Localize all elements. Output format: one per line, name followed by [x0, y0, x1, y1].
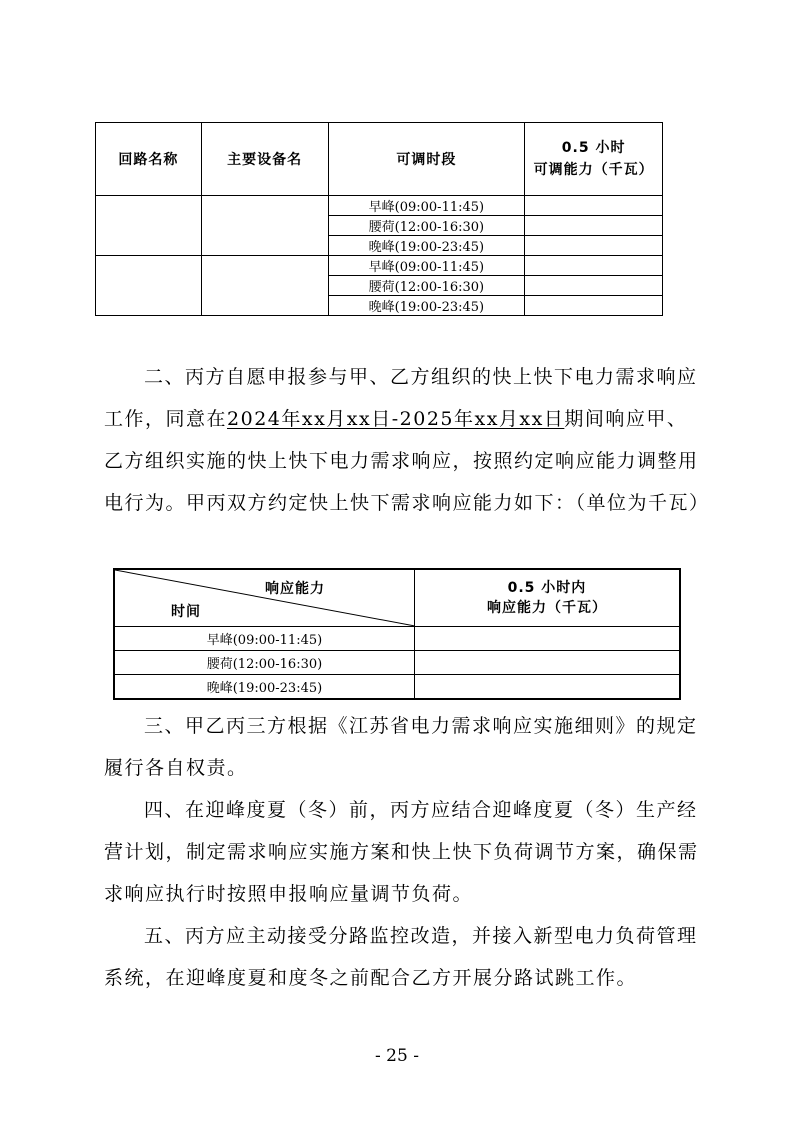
header-capacity-line2: 可调能力（千瓦） — [533, 162, 654, 178]
clause-two-text-start: 二、丙方自愿申报参与甲、乙方组织的快上快下电力需求响应工作，同意在 — [104, 366, 698, 430]
clause-two-paragraph — [104, 356, 710, 524]
header-capacity-line1: 0.5 小时内 — [507, 580, 587, 596]
clause-three-paragraph: 三、甲乙丙三方根据《江苏省电力需求响应实施细则》的规定履行各自权责。 — [104, 715, 698, 779]
response-capacity-cell[interactable] — [414, 651, 680, 675]
diagonal-header-cell — [114, 569, 414, 627]
circuit-name-cell[interactable] — [96, 256, 202, 316]
period-cell: 早峰(09:00-11:45) — [328, 256, 525, 276]
header-capacity-line2: 响应能力（千瓦） — [486, 600, 607, 616]
response-capacity-table — [113, 568, 681, 700]
header-capacity-line1: 0.5 小时 — [561, 140, 626, 156]
response-capacity-cell[interactable] — [414, 675, 680, 699]
table-header-row — [96, 123, 663, 196]
header-circuit-name: 回路名称 — [96, 123, 202, 196]
time-cell: 腰荷(12:00-16:30) — [114, 651, 414, 675]
response-capacity-cell[interactable] — [414, 627, 680, 651]
circuit-capacity-table — [95, 122, 663, 316]
period-cell: 腰荷(12:00-16:30) — [328, 276, 525, 296]
table-row — [114, 651, 680, 675]
capacity-cell[interactable] — [525, 236, 663, 256]
capacity-cell[interactable] — [525, 296, 663, 316]
circuit-name-cell[interactable] — [96, 196, 202, 256]
capacity-cell[interactable] — [525, 216, 663, 236]
table-row — [96, 196, 663, 216]
header-response-capacity — [414, 569, 680, 627]
clause-two-text-end: 期间响应甲、乙方组织实施的快上快下电力需求响应，按照约定响应能力调整用电行为。甲丙双方约定快上快下需求响应能力如下：（单位为千瓦） — [104, 408, 710, 514]
clause-four-paragraph: 四、在迎峰度夏（冬）前，丙方应结合迎峰度夏（冬）生产经营计划，制定需求响应实施方案和快上快下负荷调节方案，确保需求响应执行时按照申报响应量调节负荷。 — [104, 799, 699, 905]
table-row — [114, 627, 680, 651]
capacity-cell[interactable] — [525, 196, 663, 216]
time-cell: 晚峰(19:00-23:45) — [114, 675, 414, 699]
time-cell: 早峰(09:00-11:45) — [114, 627, 414, 651]
table-header-row — [114, 569, 680, 627]
diag-header-time: 时间 — [171, 604, 201, 620]
header-equipment-name: 主要设备名 — [201, 123, 328, 196]
diag-header-response: 响应能力 — [265, 581, 325, 597]
period-cell: 晚峰(19:00-23:45) — [328, 236, 525, 256]
equipment-name-cell[interactable] — [201, 256, 328, 316]
period-cell: 晚峰(19:00-23:45) — [328, 296, 525, 316]
page-number: - 25 - — [375, 1046, 419, 1066]
header-adjustable-period: 可调时段 — [328, 123, 525, 196]
table-row — [96, 256, 663, 276]
capacity-cell[interactable] — [525, 276, 663, 296]
period-cell: 腰荷(12:00-16:30) — [328, 216, 525, 236]
clause-five-paragraph: 五、丙方应主动接受分路监控改造，并接入新型电力负荷管理系统，在迎峰度夏和度冬之前配合乙方开展分路试跳工作。 — [104, 925, 698, 989]
equipment-name-cell[interactable] — [201, 196, 328, 256]
table-row — [114, 675, 680, 699]
period-cell: 早峰(09:00-11:45) — [328, 196, 525, 216]
response-period-field[interactable]: 2024年xx月xx日-2025年xx月xx日 — [227, 408, 565, 430]
capacity-cell[interactable] — [525, 256, 663, 276]
header-adjustable-capacity — [525, 123, 663, 196]
